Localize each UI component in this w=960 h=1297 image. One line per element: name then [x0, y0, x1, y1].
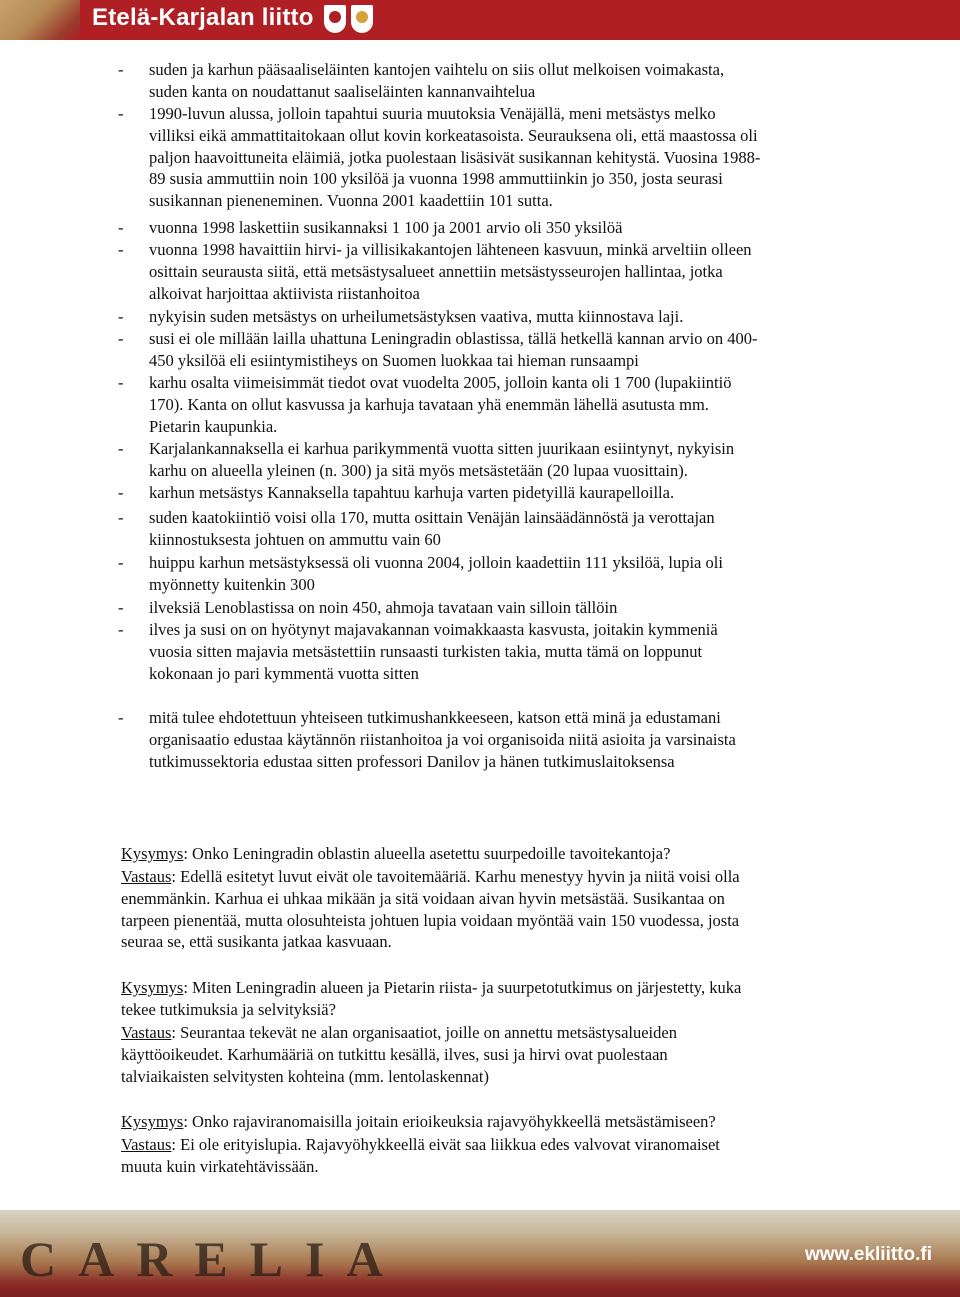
bullet-line: alkoivat harjoittaa aktiivista riistanhoitoa — [149, 283, 420, 303]
question-label: Kysymys — [121, 978, 184, 997]
bullet-line: susi ei ole millään lailla uhattuna Leningradin oblastissa, tällä hetkellä kannan arvio on 400- — [149, 329, 758, 348]
bullet-line: kokonaan jo pari kymmentä vuotta sitten — [149, 663, 419, 683]
answer-text: talviaikaisten selvitysten kohteina (mm. lentolaskennat) — [121, 1066, 489, 1086]
answer-text: : Seurantaa tekevät ne alan organisaatiot, joille on annettu metsästysalueiden — [171, 1023, 677, 1042]
bullet-line: nykyisin suden metsästys on urheilumetsästyksen vaativa, mutta kiinnostava laji. — [149, 307, 684, 326]
footer-banner — [0, 1210, 960, 1297]
bullet-line: 170). Kanta on ollut kasvussa ja karhuja tavataan yhä enemmän lähellä asutusta mm. — [149, 394, 709, 414]
bullet-line: 450 yksilöä eli esiintymistiheys on Suomen luokkaa tai hieman runsaampi — [149, 350, 639, 370]
bullet-line: villiksi eikä ammattitaitokaan ollut kovin korkeatasoista. Seurauksena oli, että maastossa oli — [149, 125, 758, 145]
answer-label: Vastaus — [121, 867, 172, 886]
bullet-line: osittain seurausta siitä, että metsästysalueet annettiin metsästysseurojen hallintaa, jotka — [149, 261, 723, 281]
answer-text: muuta kuin virkatehtävissään. — [121, 1156, 319, 1176]
footer-map-text: CARELIA — [20, 1231, 405, 1287]
answer-line — [121, 866, 881, 888]
answer-label: Vastaus — [121, 1023, 172, 1042]
bullet-line: vuosia sitten majavia metsästettiin runsaasti turkisten takia, mutta tämä on loppunut — [149, 641, 703, 661]
bullet-dash: - — [118, 508, 124, 527]
bullet-line: myönnetty kuitenkin 300 — [149, 574, 315, 594]
bullet-line: Pietarin kaupunkia. — [149, 416, 278, 436]
bullet-line: Karjalankannaksella ei karhua parikymmentä vuotta sitten juurikaan esiintynyt, nykyisin — [149, 439, 735, 458]
answer-line — [121, 888, 881, 910]
bullet-line: mitä tulee ehdotettuun yhteiseen tutkimushankkeeseen, katson että minä ja edustamani — [149, 708, 721, 727]
bullet-dash: - — [118, 553, 124, 572]
bullet-dash: - — [118, 620, 124, 639]
bullet-line: ilveksiä Lenoblastissa on noin 450, ahmoja tavataan vain silloin tällöin — [149, 598, 618, 617]
bullet-line: kiinnostuksesta johtuen on ammuttu vain 60 — [149, 529, 441, 549]
bullet-line: suden kaatokiintiö voisi olla 170, mutta osittain Venäjän lainsäädännöstä ja verottajan — [149, 508, 715, 527]
answer-text: : Ei ole erityislupia. Rajavyöhykkeellä eivät saa liikkua edes valvovat viranomaiset — [171, 1135, 720, 1154]
bullet-dash: - — [118, 598, 124, 617]
bullet-line: vuonna 1998 laskettiin susikannaksi 1 100 ja 2001 arvio oli 350 yksilöä — [149, 218, 623, 237]
question-text: : Onko Leningradin oblastin alueella asetettu suurpedoille tavoitekantoja? — [183, 844, 671, 863]
map-thumbnail — [0, 0, 80, 40]
answer-text: seuraa se, että susikanta jatkaa kasvuaan. — [121, 932, 392, 952]
answer-line — [121, 910, 881, 932]
question-text: tekee tutkimuksia ja selvityksiä? — [121, 999, 336, 1019]
coat-of-arms-icon — [324, 5, 346, 33]
bullet-line: 89 susia ammuttiin noin 100 yksilöä ja vuonna 1998 ammuttiinkin jo 350, josta seurasi — [149, 169, 723, 189]
bullet-line: karhu on alueella yleinen (n. 300) ja sitä myös metsästetään (20 lupaa vuosittain). — [149, 460, 688, 480]
bullet-dash: - — [118, 307, 124, 326]
bullet-dash: - — [118, 329, 124, 348]
answer-line — [121, 1156, 881, 1178]
question-line — [121, 843, 881, 865]
answer-text: käyttöoikeudet. Karhumääriä on tutkittu kesällä, ilves, susi ja hirvi ovat puolestaan — [121, 1044, 668, 1064]
bullet-dash: - — [118, 104, 124, 123]
answer-line — [121, 1044, 881, 1066]
answer-line — [121, 1022, 881, 1044]
question-line — [121, 1111, 881, 1133]
bullet-line: suden ja karhun pääsaaliseläinten kantojen vaihtelu on siis ollut melkoisen voimakasta, — [149, 60, 725, 79]
organization-title: Etelä-Karjalan liitto — [92, 4, 314, 31]
bullet-dash: - — [118, 218, 124, 237]
bullet-line: paljon haavoittuneita eläimiä, jotka puolestaan lisäsivät susikannan kehitystä. Vuosina 1988- — [149, 147, 761, 167]
answer-text: tarpeen pienentää, mutta olosuhteista johtuen lupia voidaan myöntää vain 150 vuodessa, josta — [121, 910, 740, 930]
answer-text: : Edellä esitetyt luvut eivät ole tavoitemääriä. Karhu menestyy hyvin ja niitä voisi olla — [171, 867, 740, 886]
question-text: : Onko rajaviranomaisilla joitain erioikeuksia rajavyöhykkeellä metsästämiseen? — [183, 1112, 716, 1131]
answer-line — [121, 1066, 881, 1088]
header-banner — [0, 0, 960, 40]
question-line — [121, 999, 881, 1021]
answer-line — [121, 931, 881, 953]
answer-text: enemmänkin. Karhua ei uhkaa mikään ja sitä voidaan aivan hyvin metsästää. Susikantaa on — [121, 888, 725, 908]
website-url[interactable]: www.ekliitto.fi — [804, 1244, 932, 1265]
answer-line — [121, 1134, 881, 1156]
bullet-line: vuonna 1998 havaittiin hirvi- ja villisikakantojen lähteneen kasvuun, minkä arveltiin olleen — [149, 240, 752, 259]
bullet-line: suden kanta on noudattanut saaliseläinten kannanvaihtelua — [149, 81, 536, 101]
bullet-line: 1990-luvun alussa, jolloin tapahtui suuria muutoksia Venäjällä, meni metsästys melko — [149, 104, 716, 123]
question-line — [121, 977, 881, 999]
question-text: : Miten Leningradin alueen ja Pietarin riista- ja suurpetotutkimus on järjestetty, kuka — [183, 978, 742, 997]
bullet-dash: - — [118, 708, 124, 727]
bullet-line: susikannan pieneneminen. Vuonna 2001 kaadettiin 101 sutta. — [149, 191, 553, 211]
bullet-line: organisaatio edustaa käytännön riistanhoitoa ja voi organisoida niitä asioita ja varsinaista — [149, 729, 736, 749]
bullet-dash: - — [118, 240, 124, 259]
bullet-line: huippu karhun metsästyksessä oli vuonna 2004, jolloin kaadettiin 111 yksilöä, lupia oli — [149, 553, 723, 572]
bullet-line: karhu osalta viimeisimmät tiedot ovat vuodelta 2005, jolloin kanta oli 1 700 (lupakiintiö — [149, 373, 732, 392]
coat-of-arms-icon — [351, 5, 373, 33]
bullet-dash: - — [118, 373, 124, 392]
bullet-line: karhun metsästys Kannaksella tapahtuu karhuja varten pidetyillä kaurapelloilla. — [149, 483, 675, 502]
bullet-dash: - — [118, 439, 124, 458]
bullet-dash: - — [118, 483, 124, 502]
question-label: Kysymys — [121, 1112, 184, 1131]
question-label: Kysymys — [121, 844, 184, 863]
bullet-dash: - — [118, 60, 124, 79]
bullet-line: tutkimussektoria edustaa sitten professori Danilov ja hänen tutkimuslaitoksensa — [149, 751, 675, 771]
answer-label: Vastaus — [121, 1135, 172, 1154]
bullet-line: ilves ja susi on on hyötynyt majavakannan voimakkaasta kasvusta, joitakin kymmeniä — [149, 620, 718, 639]
